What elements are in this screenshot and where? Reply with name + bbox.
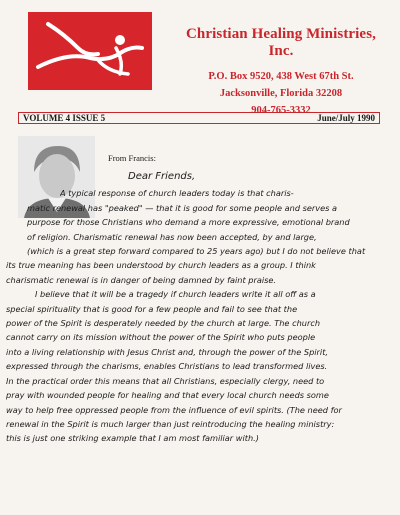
issue-volume: VOLUME 4 ISSUE 5	[23, 113, 106, 123]
letter-line: this is just one striking example that I am most familiar with.)	[6, 433, 259, 444]
letter-line: renewal in the Spirit is much larger than just reintroducing the healing ministry:	[6, 418, 335, 429]
ministry-logo	[28, 12, 152, 90]
letter-line: power of the Spirit is desperately needed by the church at large. The church	[6, 318, 321, 329]
letter-line: I believe that it will be a tragedy if church leaders write it all off as a	[35, 289, 316, 300]
letter-line: (which is a great step forward compared to 25 years ago) but I do not believe that	[27, 246, 366, 257]
organization-name: Christian Healing Ministries, Inc.	[186, 26, 376, 59]
letter-line: charismatic renewal is in danger of being damned by faint praise.	[6, 274, 277, 285]
letter-line: pray with wounded people for healing and that every local church needs some	[6, 390, 329, 401]
letter-line: special spirituality that is good for a few people and fail to see that the	[6, 303, 298, 314]
letter-line: expressed through the charisms, enables Christians to lead transformed lives.	[6, 361, 328, 372]
issue-date: June/July 1990	[317, 113, 375, 123]
address-line-2: Jacksonville, Florida 32208	[219, 88, 343, 99]
letter-line: In the practical order this means that all Christians, especially clergy, need to	[6, 375, 325, 386]
letter-line: into a living relationship with Jesus Christ and, through the power of the Spirit,	[6, 346, 329, 357]
letter-line: cannot carry on its mission without the power of the Spirit who puts people	[6, 332, 316, 343]
letter-line: way to help free oppressed people from the influence of evil spirits. (The need for	[6, 404, 342, 415]
letter-line: purpose for those Christians who demand a more expressive, emotional brand	[27, 217, 350, 228]
letter-line: its true meaning has been understood by church leaders as a group. I think	[6, 260, 316, 271]
letter-line: A typical response of church leaders today is that charis-	[60, 188, 294, 199]
letter-greeting: Dear Friends,	[128, 171, 196, 182]
phone-number: 904-765-3332	[251, 105, 311, 116]
organization-header	[178, 26, 384, 119]
letter-line: of religion. Charismatic renewal has now been accepted, by and large,	[27, 231, 317, 242]
letter-from: From Francis:	[108, 153, 156, 163]
address-line-1: P.O. Box 9520, 438 West 67th St.	[208, 71, 354, 82]
healing-hands-logo-icon	[28, 12, 152, 90]
letter-line: matic renewal has "peaked" — that it is good for some people and serves a	[27, 202, 338, 213]
issue-bar	[18, 112, 380, 124]
letter-body	[6, 170, 390, 446]
